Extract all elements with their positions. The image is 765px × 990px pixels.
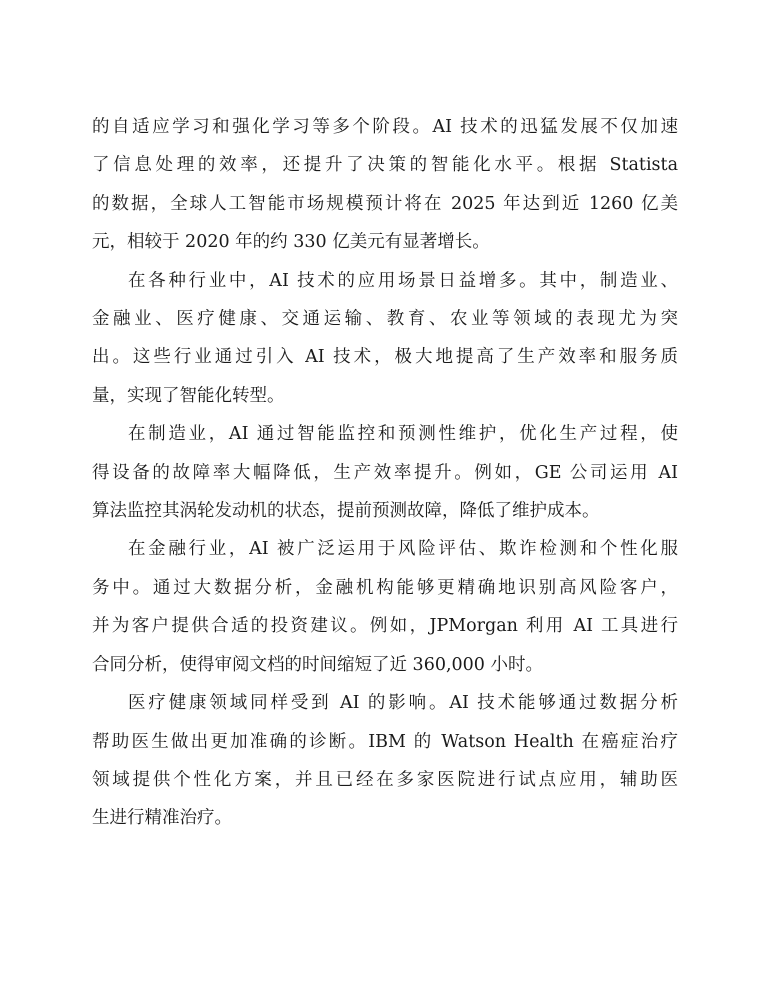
text-line: 算法监控其涡轮发动机的状态，提前预测故障，降低了维护成本。 xyxy=(92,501,600,522)
paragraph-manufacturing xyxy=(92,415,678,530)
text-line: 了信息处理的效率，还提升了决策的智能化水平。根据 Statista xyxy=(92,155,678,176)
text-line: 的自适应学习和强化学习等多个阶段。AI 技术的迅猛发展不仅加速 xyxy=(92,117,678,137)
text-line: 务中。通过大数据分析，金融机构能够更精确地识别高风险客户， xyxy=(92,577,678,598)
paragraph-healthcare xyxy=(92,684,678,838)
text-line: 在各种行业中，AI 技术的应用场景日益增多。其中，制造业、 xyxy=(128,270,678,291)
text-line: 出。这些行业通过引入 AI 技术，极大地提高了生产效率和服务质 xyxy=(92,347,678,368)
text-line: 金融业、医疗健康、交通运输、教育、农业等领域的表现尤为突 xyxy=(92,309,678,330)
paragraph-ai-market-growth xyxy=(92,108,678,262)
paragraph-industry-applications xyxy=(92,262,678,416)
text-line: 的数据，全球人工智能市场规模预计将在 2025 年达到近 1260 亿美 xyxy=(92,193,678,214)
text-line: 量，实现了智能化转型。 xyxy=(92,385,285,406)
text-line: 在制造业，AI 通过智能监控和预测性维护，优化生产过程，使 xyxy=(128,424,678,445)
text-line: 合同分析，使得审阅文档的时间缩短了近 360,000 小时。 xyxy=(92,654,543,675)
text-line: 元，相较于 2020 年的约 330 亿美元有显著增长。 xyxy=(92,232,490,253)
paragraph-finance xyxy=(92,530,678,684)
document-body xyxy=(92,108,678,838)
text-line: 领域提供个性化方案，并且已经在多家医院进行试点应用，辅助医 xyxy=(92,769,678,790)
text-line: 医疗健康领域同样受到 AI 的影响。AI 技术能够通过数据分析 xyxy=(128,693,678,714)
text-line: 并为客户提供合适的投资建议。例如，JPMorgan 利用 AI 工具进行 xyxy=(92,616,678,637)
text-line: 帮助医生做出更加准确的诊断。IBM 的 Watson Health 在癌症治疗 xyxy=(92,731,678,752)
text-line: 在金融行业，AI 被广泛运用于风险评估、欺诈检测和个性化服 xyxy=(128,539,678,560)
text-line: 生进行精准治疗。 xyxy=(92,808,232,829)
text-line: 得设备的故障率大幅降低，生产效率提升。例如，GE 公司运用 AI xyxy=(92,462,678,483)
